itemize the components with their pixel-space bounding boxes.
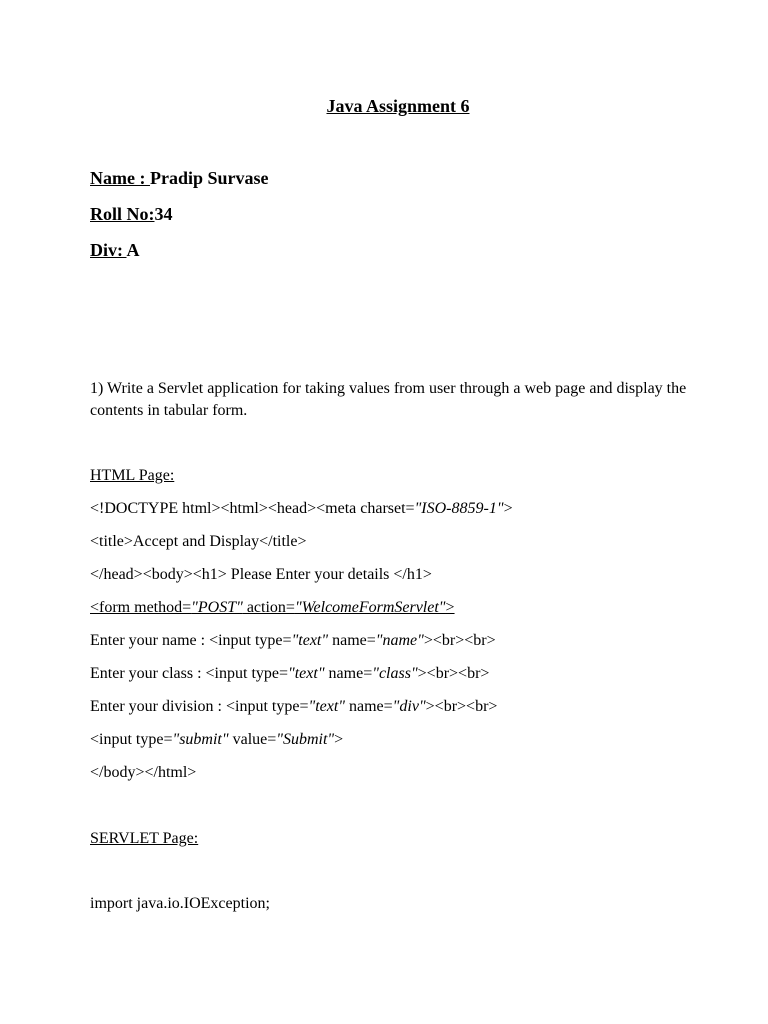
div-value: A xyxy=(126,240,140,260)
question-text: 1) Write a Servlet application for taking values from user through a web page and display the contents in tabular form. xyxy=(90,380,687,419)
code-text: > xyxy=(503,500,513,517)
code-text: <input type= xyxy=(90,731,173,748)
code-string: "POST" xyxy=(191,599,243,616)
code-text: action= xyxy=(242,599,295,616)
name-value: Pradip Survase xyxy=(149,168,269,188)
code-text: name= xyxy=(345,698,393,715)
code-text: value= xyxy=(228,731,277,748)
code-string: "text" xyxy=(288,665,325,682)
code-line-9: </body></html> xyxy=(90,764,197,781)
code-text: Enter your class : <input type= xyxy=(90,665,289,682)
code-text: <!DOCTYPE html><html><head><meta charset= xyxy=(90,500,415,517)
code-text: ><br><br> xyxy=(417,665,490,682)
name-label: Name : xyxy=(90,168,150,188)
code-line-6 xyxy=(90,664,489,684)
code-text: ><br><br> xyxy=(423,632,496,649)
code-string: "ISO-8859-1" xyxy=(414,500,504,517)
code-text: Enter your name : <input type= xyxy=(90,632,292,649)
roll-line xyxy=(90,204,173,224)
servlet-page-heading: SERVLET Page: xyxy=(90,830,199,847)
code-string: "text" xyxy=(291,632,329,649)
code-line-10: import java.io.IOException; xyxy=(90,895,270,912)
code-text: name= xyxy=(328,632,376,649)
code-line-2: <title>Accept and Display</title> xyxy=(90,533,307,550)
code-string: "WelcomeFormServlet" xyxy=(294,599,446,616)
code-line-5 xyxy=(90,631,496,651)
code-line-1 xyxy=(90,499,513,519)
document-title: Java Assignment 6 xyxy=(326,96,470,116)
code-line-3: </head><body><h1> Please Enter your details </h1> xyxy=(90,566,432,583)
roll-value: 34 xyxy=(154,204,173,224)
code-string: "submit" xyxy=(172,731,229,748)
code-text: <form method= xyxy=(90,599,192,616)
div-line xyxy=(90,240,140,260)
code-string: "name" xyxy=(375,632,424,649)
name-line xyxy=(90,168,269,188)
code-text: Enter your division : <input type= xyxy=(90,698,309,715)
code-line-4 xyxy=(90,598,455,618)
code-string: "div" xyxy=(392,698,426,715)
code-text: > xyxy=(445,599,455,616)
div-label: Div: xyxy=(90,240,127,260)
roll-label: Roll No: xyxy=(90,204,155,224)
code-text: > xyxy=(334,731,344,748)
code-text: ><br><br> xyxy=(425,698,498,715)
code-line-7 xyxy=(90,697,497,717)
html-page-heading: HTML Page: xyxy=(90,467,175,484)
code-string: "class" xyxy=(372,665,418,682)
code-string: "text" xyxy=(308,698,345,715)
code-line-8 xyxy=(90,730,343,750)
code-string: "Submit" xyxy=(276,731,335,748)
code-text: name= xyxy=(324,665,373,682)
